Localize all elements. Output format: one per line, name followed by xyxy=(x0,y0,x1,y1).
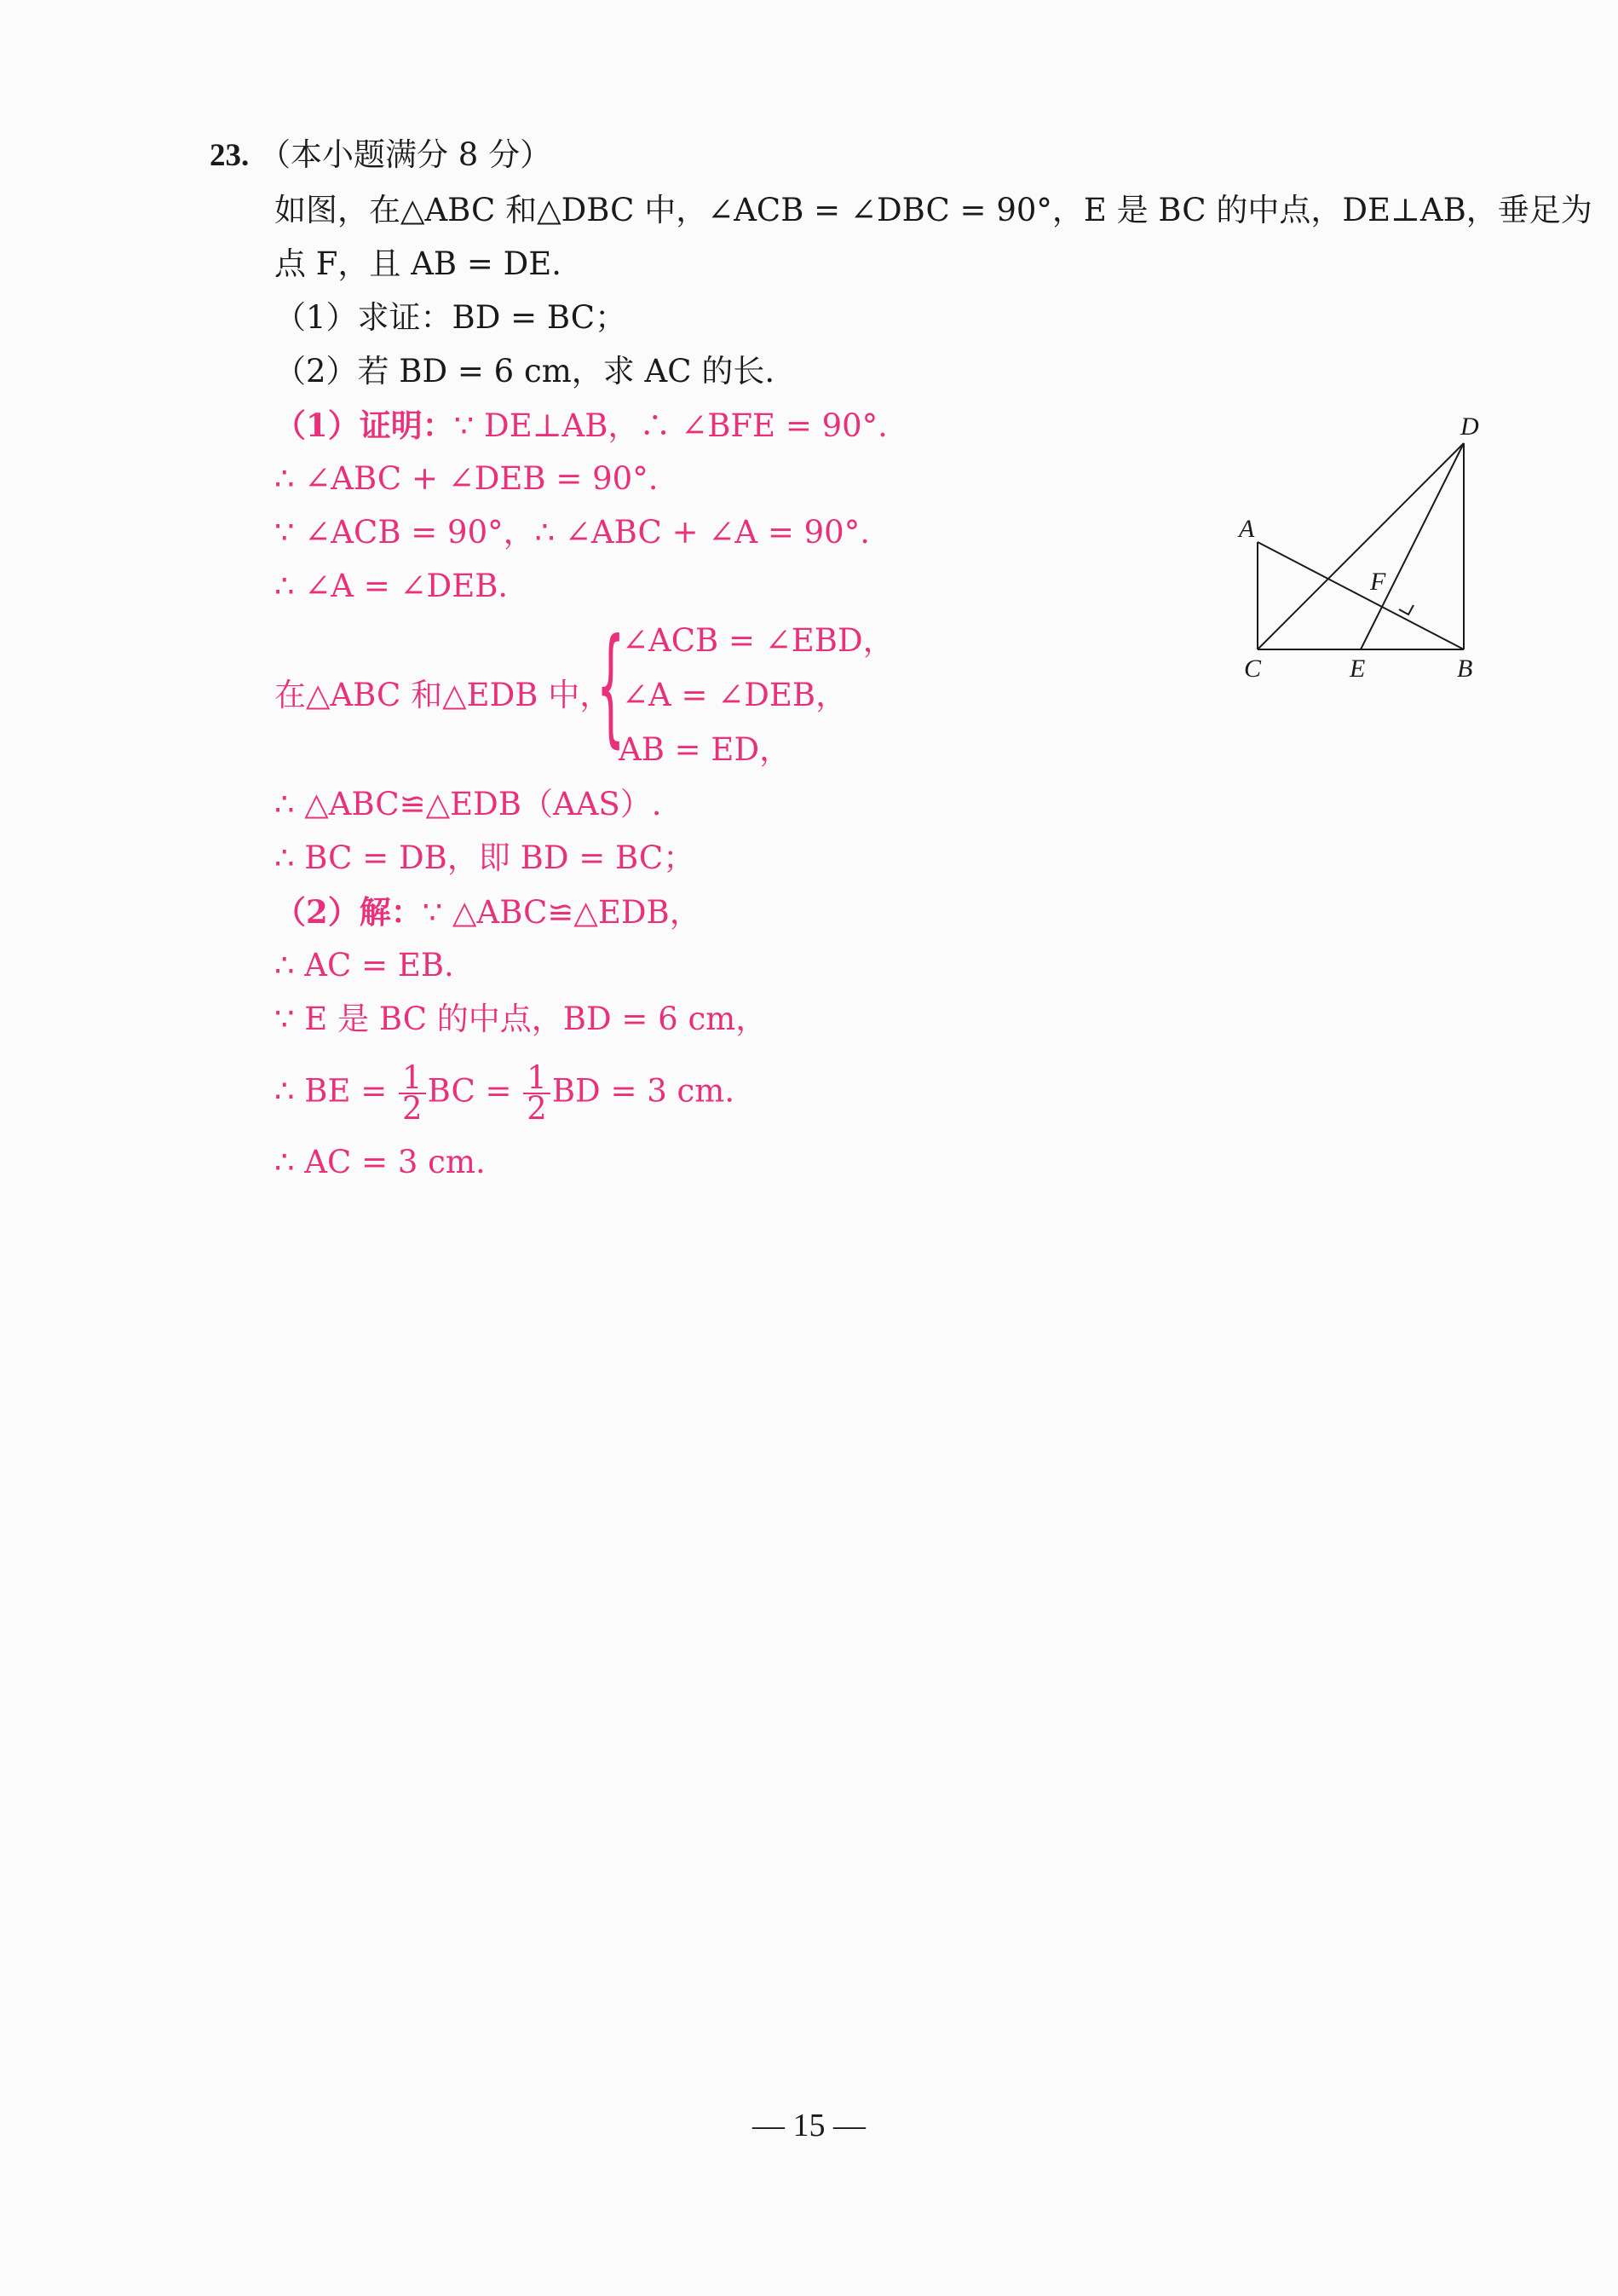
label-C: C xyxy=(1244,655,1262,683)
geometry-figure xyxy=(1227,401,1500,690)
system-condition-2: ∠A = ∠DEB， xyxy=(622,677,848,713)
label-D: D xyxy=(1460,412,1479,441)
label-F: F xyxy=(1370,568,1386,596)
fraction-denominator: 2 xyxy=(527,1090,547,1127)
solve-label: （2）解： xyxy=(274,893,423,931)
label-E: E xyxy=(1350,655,1366,683)
solution-line-8 xyxy=(274,891,701,933)
right-angle-mark-F xyxy=(1399,605,1414,614)
system-condition-3: AB = ED， xyxy=(619,731,792,768)
solution-line-12: ∴ AC = 3 cm. xyxy=(274,1144,486,1180)
label-B: B xyxy=(1457,655,1473,683)
problem-stem-line1: 如图，在△ABC 和△DBC 中，∠ACB = ∠DBC = 90°，E 是 BC 的中点，DE⊥AB，垂足为 xyxy=(274,192,1592,228)
system-brace: { xyxy=(596,612,625,760)
solution-text-11a: ∴ BE = xyxy=(274,1072,388,1110)
solution-line-4: ∴ ∠A = ∠DEB. xyxy=(274,568,509,604)
solution-line-2: ∴ ∠ABC + ∠DEB = 90°. xyxy=(274,460,659,497)
solution-line-1 xyxy=(274,405,888,447)
problem-header xyxy=(210,135,551,176)
solution-line-9: ∴ AC = EB. xyxy=(274,947,454,984)
problem-number: 23. xyxy=(210,138,250,173)
problem-part1: （1）求证：BD = BC； xyxy=(274,299,627,336)
fraction-half-1 xyxy=(399,1059,426,1127)
fraction-numerator: 1 xyxy=(523,1064,550,1094)
segment-ED xyxy=(1361,443,1464,649)
solution-line-10: ∵ E 是 BC 的中点，BD = 6 cm， xyxy=(274,1001,768,1037)
solution-line-11 xyxy=(274,1059,735,1127)
problem-part2: （2）若 BD = 6 cm，求 AC 的长. xyxy=(274,353,775,389)
segment-CD xyxy=(1258,443,1464,649)
system-condition-1: ∠ACB = ∠EBD， xyxy=(622,622,895,659)
segment-AB xyxy=(1258,542,1464,649)
solution-line-5-prefix: 在△ABC 和△EDB 中， xyxy=(274,677,612,713)
solution-text-1: ∵ DE⊥AB，∴ ∠BFE = 90°. xyxy=(453,407,888,444)
proof-label: （1）证明： xyxy=(274,407,454,444)
solution-line-7: ∴ BC = DB，即 BD = BC； xyxy=(274,839,695,876)
fraction-half-2 xyxy=(523,1059,550,1127)
solution-text-8: ∵ △ABC≌△EDB， xyxy=(422,894,701,931)
solution-line-3: ∵ ∠ACB = 90°，∴ ∠ABC + ∠A = 90°. xyxy=(274,514,870,551)
solution-text-11b: BC = xyxy=(427,1072,512,1110)
fraction-numerator: 1 xyxy=(399,1064,426,1094)
solution-text-11c: BD = 3 cm. xyxy=(551,1072,735,1110)
problem-score: （本小题满分 8 分） xyxy=(259,136,552,173)
solution-line-6: ∴ △ABC≌△EDB（AAS）. xyxy=(274,786,662,822)
problem-stem-line2: 点 F，且 AB = DE. xyxy=(274,245,562,282)
label-A: A xyxy=(1239,515,1255,543)
fraction-denominator: 2 xyxy=(402,1090,423,1127)
page-number: — 15 — xyxy=(752,2108,866,2143)
